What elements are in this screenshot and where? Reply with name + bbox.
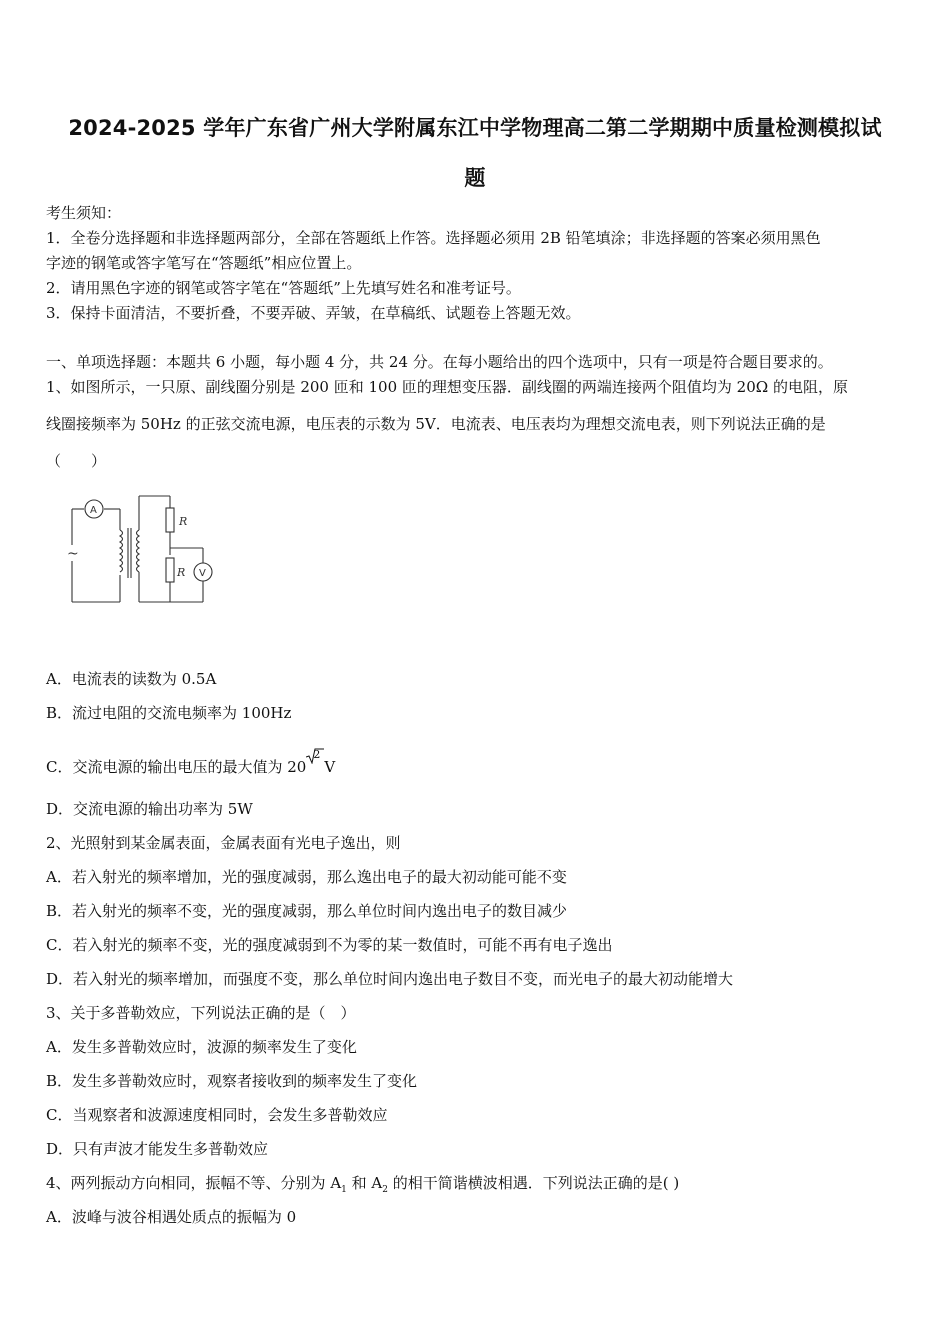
transformer-circuit-figure bbox=[62, 490, 222, 610]
section-heading: 一、单项选择题：本题共 6 小题，每小题 4 分，共 24 分。在每小题给出的四个选项中，只有一项是符合题目要求的。 bbox=[46, 353, 833, 371]
sqrt-symbol bbox=[306, 748, 324, 766]
q4-option-a: A．波峰与波谷相遇处质点的振幅为 0 bbox=[46, 1208, 297, 1226]
q4-stem-part3: 的相干简谐横波相遇．下列说法正确的是( ) bbox=[388, 1174, 680, 1192]
notice-item-2: 2．请用黑色字迹的钢笔或答字笔在“答题纸”上先填写姓名和准考证号。 bbox=[46, 279, 521, 297]
ac-source-icon: ~ bbox=[67, 546, 79, 562]
q2-stem: 2、光照射到某金属表面，金属表面有光电子逸出，则 bbox=[46, 834, 401, 852]
ammeter-label: A bbox=[90, 505, 97, 516]
q1-stem: 1、如图所示，一只原、副线圈分别是 200 匝和 100 匝的理想变压器．副线圈的两端连接两个阻值均为 20Ω 的电阻，原 bbox=[46, 378, 848, 396]
notice-item-1-cont: 字迹的钢笔或答字笔写在“答题纸”相应位置上。 bbox=[46, 254, 362, 272]
q1-stem-cont: 线圈接频率为 50Hz 的正弦交流电源，电压表的示数为 5V．电流表、电压表均为理想交流电表，则下列说法正确的是 bbox=[46, 415, 826, 433]
q4-subscript-1: 1 bbox=[341, 1185, 347, 1195]
q4-stem bbox=[46, 1172, 679, 1195]
q2-option-d: D．若入射光的频率增加，而强度不变，那么单位时间内逸出电子数目不变，而光电子的最大初动能增大 bbox=[46, 970, 734, 988]
notice-item-3: 3．保持卡面清洁，不要折叠，不要弄破、弄皱，在草稿纸、试题卷上答题无效。 bbox=[46, 304, 581, 322]
q1-option-d: D．交流电源的输出功率为 5W bbox=[46, 800, 253, 818]
q1-option-a: A．电流表的读数为 0.5A bbox=[46, 670, 217, 688]
sqrt-radicand: 2 bbox=[313, 748, 321, 761]
q3-option-d: D．只有声波才能发生多普勒效应 bbox=[46, 1140, 269, 1158]
voltmeter-label: V bbox=[199, 568, 206, 579]
page-title: 2024-2025 学年广东省广州大学附属东江中学物理高二第二学期期中质量检测模拟试 bbox=[68, 116, 882, 140]
q1-option-c bbox=[46, 748, 335, 777]
notice-heading: 考生须知： bbox=[46, 204, 122, 222]
q3-option-a: A．发生多普勒效应时，波源的频率发生了变化 bbox=[46, 1038, 357, 1056]
q2-option-a: A．若入射光的频率增加，光的强度减弱，那么逸出电子的最大初动能可能不变 bbox=[46, 868, 567, 886]
q1-option-c-text: C．交流电源的输出电压的最大值为 20 bbox=[46, 758, 307, 776]
resistor-label-bottom: R bbox=[177, 566, 186, 579]
q3-option-c: C．当观察者和波源速度相同时，会发生多普勒效应 bbox=[46, 1106, 388, 1124]
q1-answer-blank: （ ） bbox=[46, 452, 107, 470]
q1-option-c-unit: V bbox=[324, 758, 336, 776]
q4-subscript-2: 2 bbox=[382, 1185, 388, 1195]
q3-option-b: B．发生多普勒效应时，观察者接收到的频率发生了变化 bbox=[46, 1072, 418, 1090]
q2-option-c: C．若入射光的频率不变，光的强度减弱到不为零的某一数值时，可能不再有电子逸出 bbox=[46, 936, 613, 954]
resistor-label-top: R bbox=[179, 515, 188, 528]
q4-stem-part2: 和 A bbox=[346, 1174, 383, 1192]
q4-stem-part1: 4、两列振动方向相同，振幅不等、分别为 A bbox=[46, 1174, 342, 1192]
q2-option-b: B．若入射光的频率不变，光的强度减弱，那么单位时间内逸出电子的数目减少 bbox=[46, 902, 568, 920]
page-title-cont: 题 bbox=[464, 166, 486, 190]
q3-stem: 3、关于多普勒效应，下列说法正确的是（ ） bbox=[46, 1004, 356, 1022]
notice-item-1: 1．全卷分选择题和非选择题两部分，全部在答题纸上作答。选择题必须用 2B 铅笔填涂；非选择题的答案必须用黑色 bbox=[46, 229, 821, 247]
q1-option-b: B．流过电阻的交流电频率为 100Hz bbox=[46, 704, 292, 722]
